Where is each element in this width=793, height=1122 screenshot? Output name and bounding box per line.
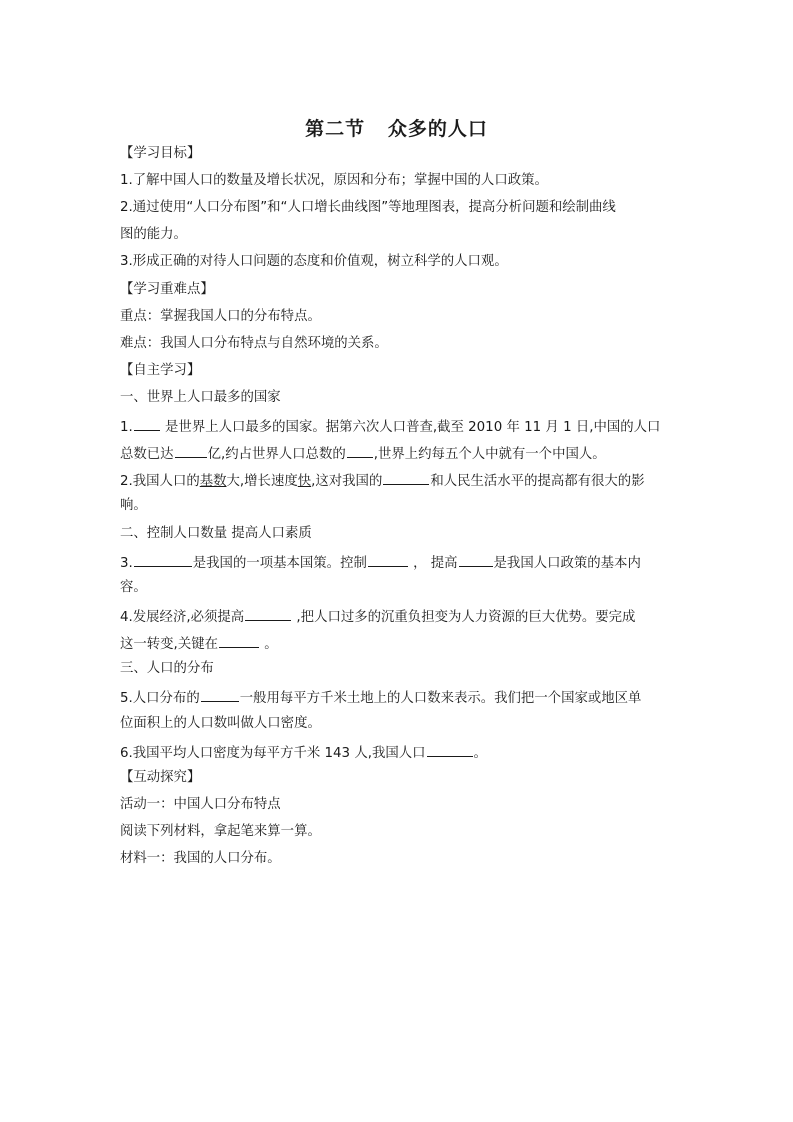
fill-blank[interactable] (347, 444, 373, 458)
question-5-line-2: 位面积上的人口数叫做人口密度。 (120, 716, 321, 731)
question-1-line-1: 1. 是世界上人口最多的国家。据第六次人口普查,截至 2010 年 11 月 1 日,中国的人口 (120, 417, 680, 436)
section-heading-self-study: 【自主学习】 (120, 363, 201, 378)
fill-blank[interactable] (427, 743, 473, 757)
fill-blank[interactable] (245, 607, 291, 621)
question-1-line-2: 总数已达 亿,约占世界人口总数的 ,世界上约每五个人中就有一个中国人。 (120, 444, 680, 463)
material-1: 材料一：我国的人口分布。 (120, 851, 281, 866)
objective-3: 3.形成正确的对待人口问题的态度和价值观，树立科学的人口观。 (120, 254, 508, 269)
section-heading-keypoints: 【学习重难点】 (120, 282, 214, 297)
subsection-3: 三、人口的分布 (120, 661, 214, 676)
page-title: 第二节 众多的人口 (305, 118, 488, 140)
fill-blank[interactable] (459, 553, 493, 567)
objective-1: 1.了解中国人口的数量及增长状况，原因和分布；掌握中国的人口政策。 (120, 173, 548, 188)
question-2-line-1: 2.我国人口的基数大,增长速度快,这对我国的 和人民生活水平的提高都有很大的影 (120, 471, 680, 490)
question-2-line-2: 响。 (120, 498, 147, 513)
subsection-1: 一、世界上人口最多的国家 (120, 390, 281, 405)
fill-blank[interactable] (383, 471, 429, 485)
question-4-line-2: 这一转变,关键在 。 (120, 634, 680, 653)
question-5-line-1: 5.人口分布的 一般用每平方千米土地上的人口数来表示。我们把一个国家或地区单 (120, 688, 680, 707)
fill-blank[interactable] (175, 444, 207, 458)
objective-2-line-2: 图的能力。 (120, 227, 187, 242)
fill-blank[interactable] (134, 417, 160, 431)
fill-blank[interactable] (134, 553, 192, 567)
section-heading-objectives: 【学习目标】 (120, 146, 201, 161)
key-point: 重点：掌握我国人口的分布特点。 (120, 309, 321, 324)
difficult-point: 难点：我国人口分布特点与自然环境的关系。 (120, 336, 388, 351)
question-3-line-2: 容。 (120, 580, 147, 595)
activity-1: 活动一：中国人口分布特点 (120, 797, 281, 812)
subsection-2: 二、控制人口数量 提高人口素质 (120, 526, 312, 541)
question-3-line-1: 3. 是我国的一项基本国策。控制 ， 提高 是我国人口政策的基本内 (120, 553, 680, 572)
fill-blank[interactable] (368, 553, 408, 567)
fill-blank[interactable] (201, 688, 239, 702)
objective-2-line-1: 2.通过使用“人口分布图”和“人口增长曲线图”等地理图表，提高分析问题和绘制曲线 (120, 200, 616, 215)
fill-blank[interactable] (219, 634, 259, 648)
reading-instruction: 阅读下列材料，拿起笔来算一算。 (120, 824, 321, 839)
question-4-line-1: 4.发展经济,必须提高 ,把人口过多的沉重负担变为人力资源的巨大优势。要完成 (120, 607, 680, 626)
question-6: 6.我国平均人口密度为每平方千米 143 人,我国人口 。 (120, 743, 680, 762)
section-heading-explore: 【互动探究】 (120, 770, 201, 785)
